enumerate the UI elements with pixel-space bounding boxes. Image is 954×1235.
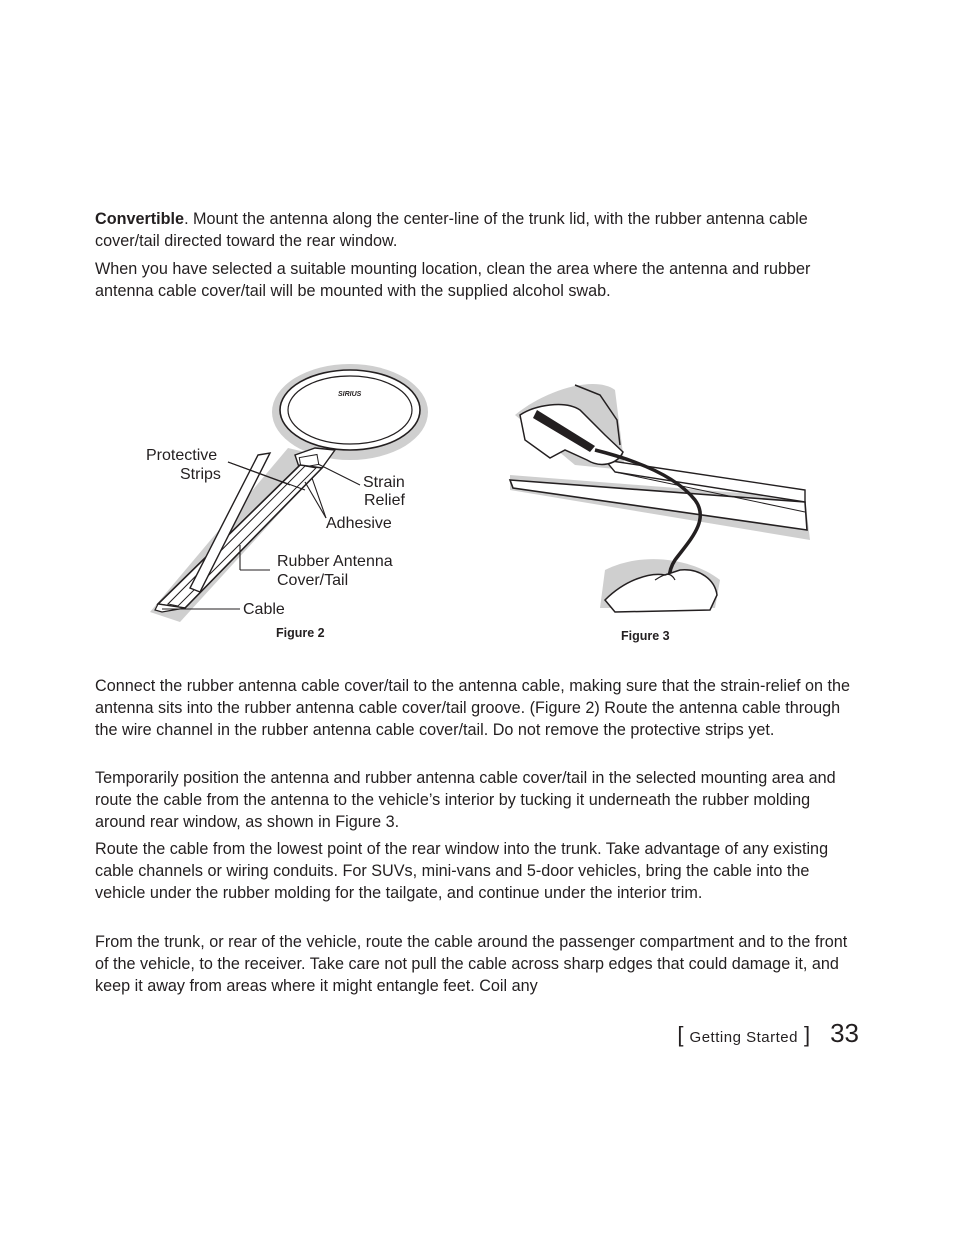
figure-3-caption: Figure 3 — [621, 629, 670, 643]
label-cover-tail: Cover/Tail — [277, 572, 349, 589]
label-relief: Relief — [364, 492, 405, 509]
sirius-logo: SIRIUS — [338, 391, 362, 398]
convertible-term: Convertible — [95, 210, 185, 228]
label-adhesive: Adhesive — [326, 515, 392, 532]
figure-2-caption: Figure 2 — [276, 626, 325, 640]
body-paragraph-2: Temporarily position the antenna and rubber antenna cable cover/tail in the selected mounting area and route the cable from the antenna to the vehicle’s interior by tucking it underneath the rubber molding around rear window, as shown in Figure 3. — [95, 769, 836, 831]
clean-paragraph: When you have selected a suitable mounting location, clean the area where the antenna and rubber antenna cable cover/tail will be mounted with the supplied alcohol swab. — [95, 260, 811, 300]
body-paragraph-3: Route the cable from the lowest point of the rear window into the trunk. Take advantage of any existing cable channels or wiring conduits. For SUVs, mini-vans and 5-door vehicles, bring the cable into the vehicle under the rubber molding for the tailgate, and continue under the interior trim. — [95, 840, 829, 902]
label-cable: Cable — [243, 601, 285, 618]
label-strain: Strain — [363, 474, 405, 491]
footer-open-bracket: [ — [677, 1022, 684, 1047]
page-footer — [677, 1018, 859, 1049]
label-protective: Protective — [146, 447, 218, 464]
body-paragraph-4: From the trunk, or rear of the vehicle, route the cable around the passenger compartment and to the front of the vehicle, to the receiver. Take care not pull the cable across sharp edges that could damage it, and keep it away from areas where it might entangle feet. Coil any — [95, 933, 848, 995]
convertible-paragraph — [95, 208, 860, 252]
footer-section-title: Getting Started — [689, 1029, 798, 1046]
body-paragraph-1: Connect the rubber antenna cable cover/tail to the antenna cable, making sure that the strain-relief on the antenna sits into the rubber antenna cable cover/tail groove. (Figure 2) Route the antenna cable through the wire channel in the rubber antenna cable cover/tail. Do not remove the protective strips yet. — [95, 677, 850, 739]
label-strips: Strips — [180, 466, 221, 483]
page-number: 33 — [830, 1018, 859, 1048]
figure-3-illustration — [505, 380, 815, 615]
label-rubber-antenna: Rubber Antenna — [277, 553, 393, 570]
footer-close-bracket: ] — [803, 1022, 811, 1047]
convertible-text: . Mount the antenna along the center-line of the trunk lid, with the rubber antenna cable cover/tail directed toward the rear window. — [95, 210, 808, 250]
